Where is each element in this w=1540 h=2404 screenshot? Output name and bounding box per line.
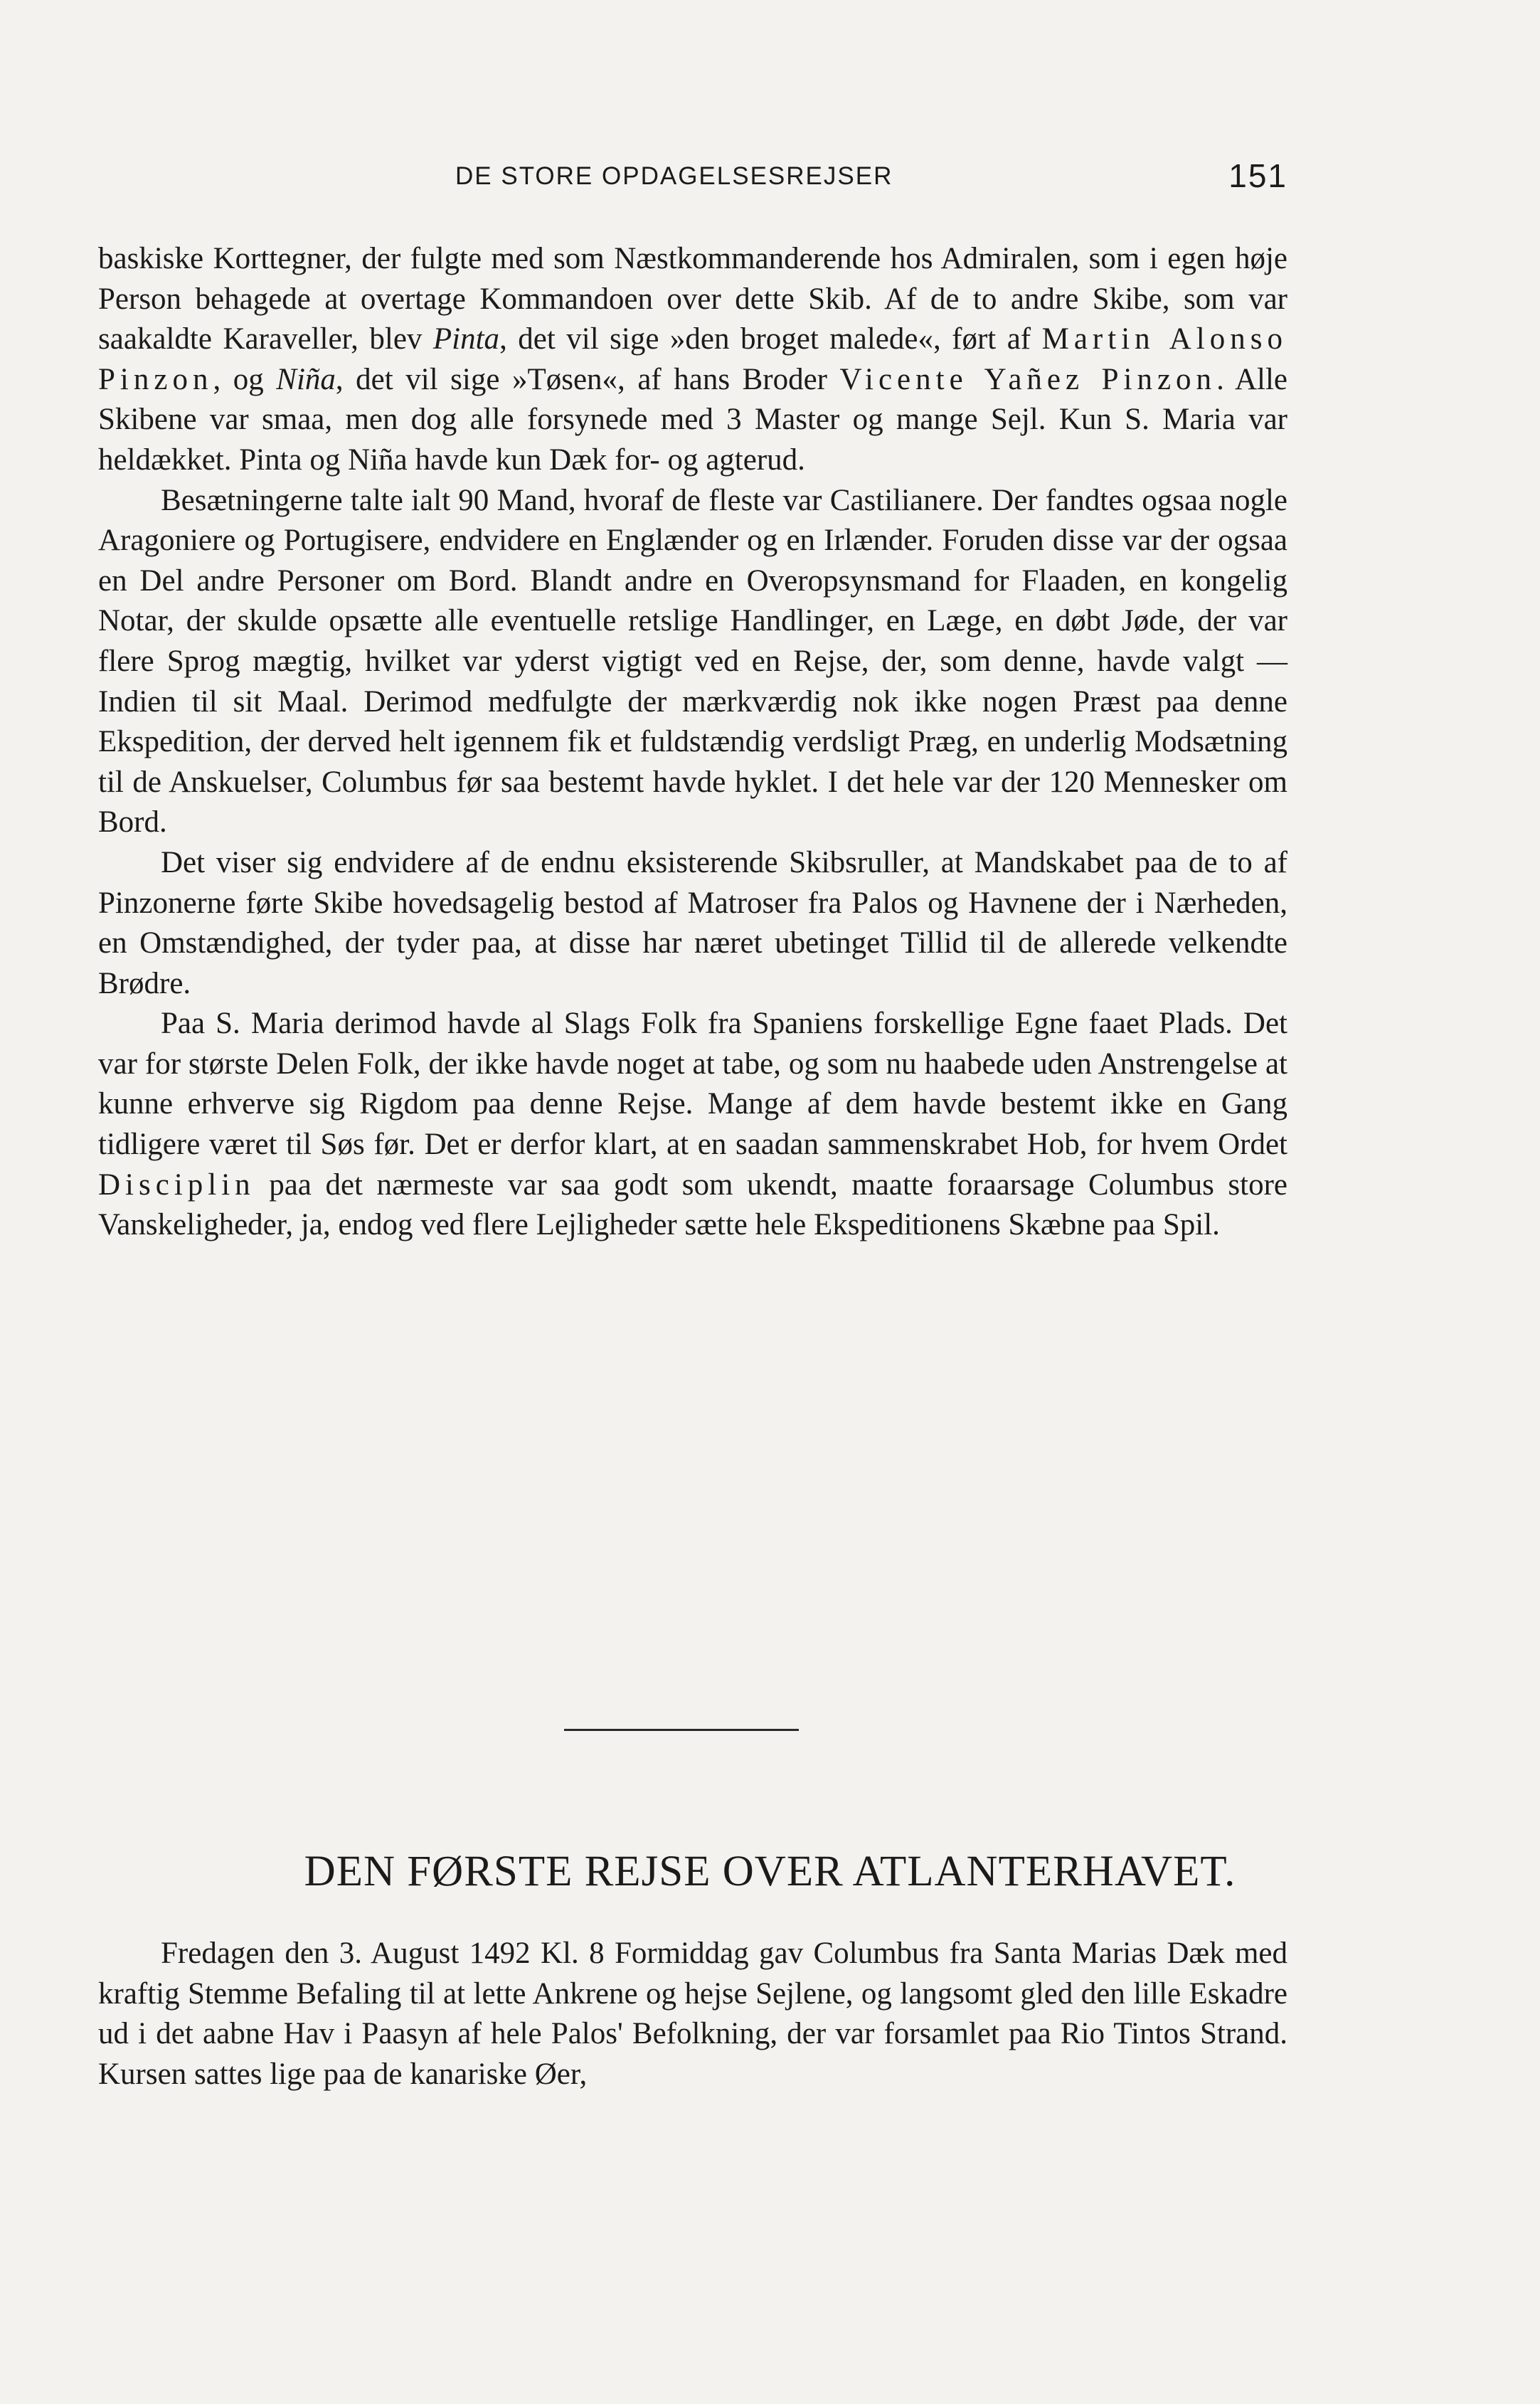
paragraph-santa-maria-crew <box>98 1004 1287 1246</box>
running-title: DE STORE OPDAGELSESREJSER <box>455 162 893 190</box>
text-run: Paa S. Maria derimod havde al Slags Folk fra Spaniens forskellige Egne faaet Plads. Det var for største Delen Folk, der ikke havde noget at tabe, og som nu haabede uden Anstrengelse at kunne erhverve sig Rigdom paa denne Rejse. Mange af dem havde bestemt ikke en Gang tidligere været til Søs før. Det er derfor klart, at en saadan sammenskrabet Hob, for hvem Ordet <box>98 1007 1287 1162</box>
emphasis-discipline: Disciplin <box>98 1167 255 1202</box>
person-name-vicente-yanez-pinzon: Vicente Yañez Pinzon <box>839 362 1217 396</box>
running-head <box>455 157 1287 199</box>
text-run: , det vil sige »Tøsen«, af hans Broder <box>335 362 840 396</box>
ship-name-pinta: Pinta <box>432 322 500 356</box>
text-run: , det vil sige »den broget malede«, ført af <box>499 322 1042 356</box>
paragraph-ships <box>98 239 1287 481</box>
paragraph-departure: Fredagen den 3. August 1492 Kl. 8 Formiddag gav Columbus fra Santa Marias Dæk med kraftig Stemme Befaling til at lette Ankrene og hejse Sejlene, og langsomt gled den lille Eskadre ud i det aabne Hav i Paasyn af hele Palos' Befolkning, der var forsamlet paa Rio Tintos Strand. Kursen sattes lige paa de kanariske Øer, <box>98 1937 1287 2091</box>
text-run: paa det nærmeste var saa godt som ukendt, maatte foraarsage Columbus store Vanskeligheder, ja, endog ved flere Lejligheder sætte hele Ekspeditionens Skæbne paa Spil. <box>98 1167 1287 1242</box>
chapter-heading: DEN FØRSTE REJSE OVER ATLANTERHAVET. <box>304 1848 1236 1895</box>
text-run: , og <box>213 362 277 396</box>
paragraph-ship-rolls: Det viser sig endvidere af de endnu eksisterende Skibsruller, at Mandskabet paa de to af Pinzonerne førte Skibe hovedsagelig bestod af Matroser fra Palos og Havnene der i Nærheden, en Omstændighed, der tyder paa, at disse har næret ubetinget Tillid til de allerede velkendte Brødre. <box>98 845 1287 1000</box>
page-number: 151 <box>1228 157 1287 194</box>
text-block-chapter <box>98 1934 1287 2095</box>
text-run: baskiske Korttegner, der fulgte med som Næstkommanderende hos Admiralen, som i egen høje Person behagede at overtage Kommandoen over dette Skib. Af de to andre Skibe, som var saakaldte Karaveller, blev <box>98 242 1287 356</box>
text-run: . Alle Skibene var smaa, men dog alle forsynede med 3 Master og mange Sejl. Kun S. Maria var heldækket. Pinta og Niña havde kun Dæk for- og agterud. <box>98 362 1287 477</box>
section-divider <box>564 1729 799 1731</box>
ship-name-nina: Niña <box>276 362 336 396</box>
paragraph-crew: Besætningerne talte ialt 90 Mand, hvoraf de fleste var Castilianere. Der fandtes ogsaa nogle Aragoniere og Portugisere, endvidere en Englænder og en Irlænder. Foruden disse var der ogsaa en Del andre Personer om Bord. Blandt andre en Overopsynsmand for Flaaden, en kongelig Notar, der skulde opsætte alle eventuelle retslige Handlinger, en Læge, en døbt Jøde, der var flere Sprog mægtig, hvilket var yderst vigtigt ved en Rejse, der, som denne, havde valgt — Indien til sit Maal. Derimod medfulgte der mærkværdig nok ikke nogen Præst paa denne Ekspedition, der derved helt igennem fik et fuldstændig verdsligt Præg, en underlig Modsætning til de Anskuelser, Columbus før saa bestemt havde hyklet. I det hele var der 120 Mennesker om Bord. <box>98 483 1287 840</box>
person-name-martin-alonso-pinzon: Martin Alonso Pinzon <box>98 322 1287 396</box>
text-block-continued <box>98 239 1287 1246</box>
